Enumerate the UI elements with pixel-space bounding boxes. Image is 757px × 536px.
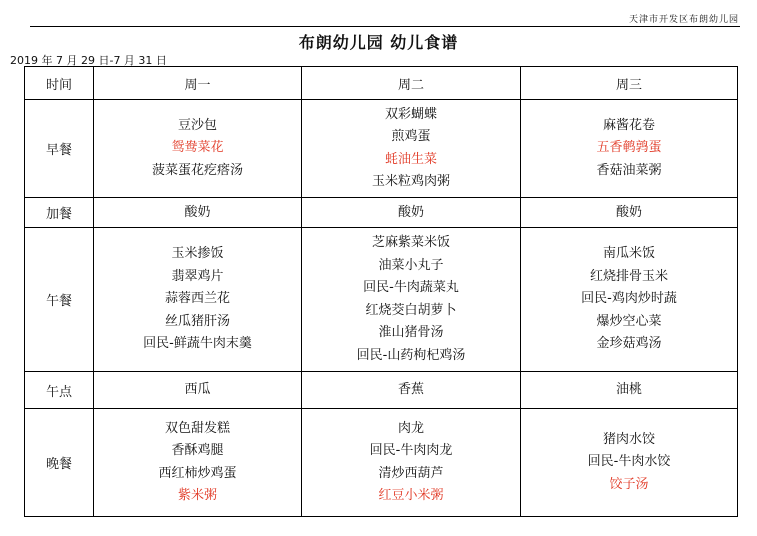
dish-item: 五香鹌鹑蛋 (596, 140, 662, 156)
dish-item: 紫米粥 (177, 488, 217, 503)
dish-item: 煎鸡蛋 (391, 129, 431, 144)
meal-row-lunch (25, 228, 738, 372)
dish-item: 蒜蓉西兰花 (164, 291, 230, 307)
menu-cell (94, 228, 302, 372)
dish-item: 猪肉水饺 (602, 431, 655, 447)
dish-item: 丝瓜猪肝汤 (164, 313, 230, 329)
dish-item: 豆沙包 (177, 117, 217, 133)
dish-item: 回民-牛肉蔬菜丸 (363, 280, 459, 295)
dish-item: 芝麻紫菜米饭 (371, 235, 450, 250)
dish-item: 蚝油生菜 (384, 151, 437, 167)
menu-cell (521, 228, 738, 372)
dish-item: 鸳鸯菜花 (171, 140, 224, 156)
menu-cell (94, 372, 302, 409)
dish-item: 酸奶 (184, 204, 211, 220)
dish-item: 回民-牛肉肉龙 (369, 443, 453, 458)
dish-item: 香酥鸡腿 (171, 443, 224, 458)
meal-row-afternoon-snack (25, 372, 738, 409)
dish-item: 回民-鸡肉炒时蔬 (581, 291, 677, 307)
dish-item: 红烧茭白胡萝卜 (365, 302, 457, 318)
dish-item: 西红柿炒鸡蛋 (158, 465, 237, 481)
menu-cell (521, 409, 738, 517)
dish-item: 酸奶 (615, 204, 642, 220)
col-header-wednesday: 周三 (521, 67, 738, 100)
menu-cell (94, 198, 302, 228)
dish-item: 回民-鲜蔬牛肉末羹 (143, 336, 252, 352)
menu-cell (94, 409, 302, 517)
menu-table (24, 66, 738, 517)
menu-cell (302, 409, 521, 517)
date-range: 2019 年 7 月 29 日-7 月 31 日 (10, 54, 167, 67)
meal-row-snack (25, 198, 738, 228)
dish-item: 翡翠鸡片 (171, 268, 224, 284)
dish-item: 红烧排骨玉米 (589, 268, 668, 284)
menu-cell (302, 100, 521, 198)
dish-item: 回民-牛肉水饺 (587, 454, 671, 470)
dish-item: 回民-山药枸杞鸡汤 (356, 347, 466, 363)
dish-item: 红豆小米粥 (378, 488, 444, 503)
menu-cell (94, 100, 302, 198)
meal-row-breakfast (25, 100, 738, 198)
col-header-time: 时间 (25, 67, 94, 100)
dish-item: 淮山猪骨汤 (378, 325, 444, 340)
dish-item: 爆炒空心菜 (596, 313, 662, 329)
dish-item: 玉米粒鸡肉粥 (371, 174, 450, 189)
dish-item: 麻酱花卷 (602, 117, 655, 133)
menu-cell (521, 100, 738, 198)
meal-label: 午点 (25, 372, 94, 409)
meal-label: 早餐 (25, 100, 94, 198)
dish-item: 南瓜米饭 (602, 246, 655, 262)
col-header-monday: 周一 (94, 67, 302, 100)
dish-item: 玉米掺饭 (171, 246, 224, 262)
dish-item: 香蕉 (397, 382, 424, 397)
dish-item: 酸奶 (397, 204, 424, 220)
menu-cell (302, 372, 521, 409)
dish-item: 香菇油菜粥 (596, 162, 662, 178)
table-header-row (25, 67, 738, 100)
meal-label: 加餐 (25, 198, 94, 228)
dish-item: 肉龙 (397, 420, 424, 436)
meal-row-dinner (25, 409, 738, 517)
dish-item: 饺子汤 (609, 476, 649, 492)
dish-item: 菠菜蛋花疙瘩汤 (151, 162, 243, 178)
menu-cell (302, 198, 521, 228)
dish-item: 双色甜发糕 (164, 420, 230, 436)
col-header-tuesday: 周二 (302, 67, 521, 100)
dish-item: 双彩蝴蝶 (384, 106, 437, 122)
kindergarten-name-header: 天津市开发区布朗幼儿园 (628, 15, 739, 25)
menu-cell (302, 228, 521, 372)
menu-cell (521, 372, 738, 409)
dish-item: 油菜小丸子 (378, 257, 444, 273)
dish-item: 清炒西葫芦 (378, 465, 444, 481)
menu-cell (521, 198, 738, 228)
header-rule (30, 26, 740, 27)
dish-item: 西瓜 (184, 382, 211, 397)
page-title: 布朗幼儿园 幼儿食谱 (298, 33, 459, 52)
dish-item: 油桃 (615, 382, 642, 397)
meal-label: 晚餐 (25, 409, 94, 517)
dish-item: 金珍菇鸡汤 (596, 336, 662, 352)
meal-label: 午餐 (25, 228, 94, 372)
